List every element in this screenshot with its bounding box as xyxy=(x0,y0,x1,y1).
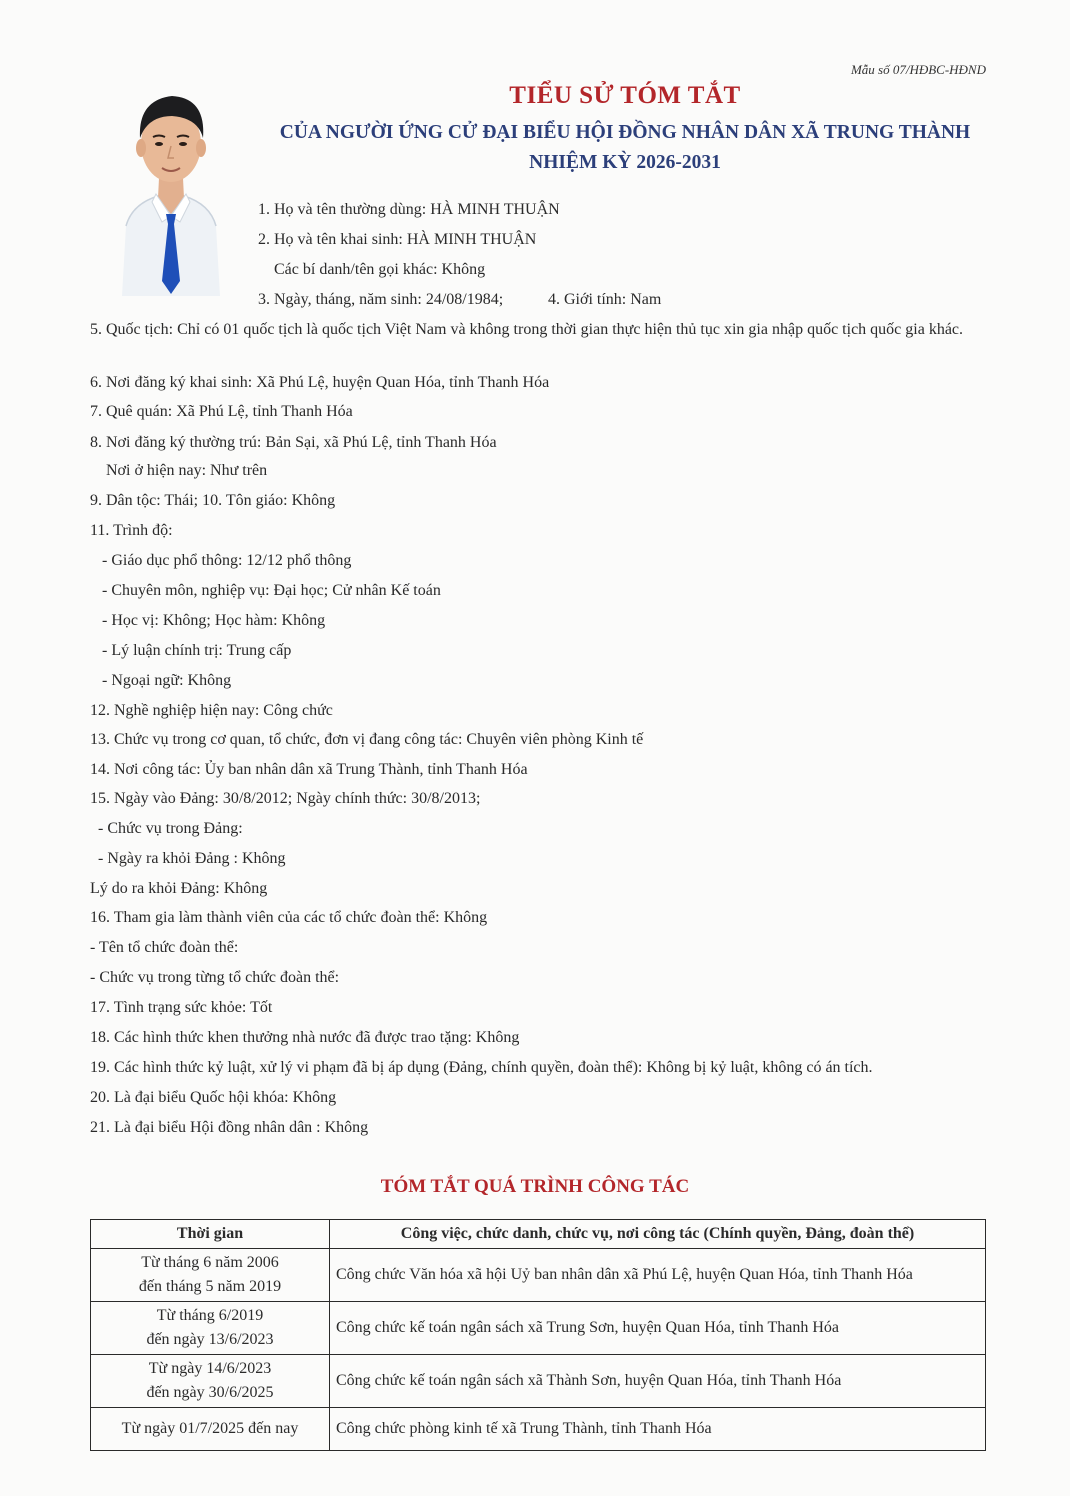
period-cell xyxy=(91,1302,330,1355)
health-line: 17. Tình trạng sức khỏe: Tốt xyxy=(90,999,273,1016)
peoples-council-line: 21. Là đại biểu Hội đồng nhân dân : Không xyxy=(90,1119,369,1136)
table-row xyxy=(91,1408,986,1451)
national-assembly-line: 20. Là đại biểu Quốc hội khóa: Không xyxy=(90,1089,337,1106)
period-end: đến ngày 13/6/2023 xyxy=(146,1331,274,1348)
degree-line: - Học vị: Không; Học hàm: Không xyxy=(102,612,326,629)
hometown-line: 7. Quê quán: Xã Phú Lệ, tỉnh Thanh Hóa xyxy=(90,403,353,420)
document-title: TIỂU SỬ TÓM TẮT xyxy=(509,82,741,109)
birthdate-line: 3. Ngày, tháng, năm sinh: 24/08/1984; xyxy=(258,291,504,308)
organization-name-line: - Tên tổ chức đoàn thể: xyxy=(90,939,239,956)
document-subtitle: CỦA NGƯỜI ỨNG CỬ ĐẠI BIỂU HỘI ĐỒNG NHÂN DÂN XÃ TRUNG THÀNH xyxy=(279,122,971,143)
table-row xyxy=(91,1249,986,1302)
professional-line: - Chuyên môn, nghiệp vụ: Đại học; Cử nhân Kế toán xyxy=(102,582,441,599)
party-leave-reason-line: Lý do ra khỏi Đảng: Không xyxy=(90,880,268,897)
occupation-line: 12. Nghề nghiệp hiện nay: Công chức xyxy=(90,702,333,719)
description-cell: Công chức Văn hóa xã hội Uỷ ban nhân dân xã Phú Lệ, huyện Quan Hóa, tỉnh Thanh Hóa xyxy=(330,1249,986,1302)
work-history-table xyxy=(90,1219,986,1451)
gender-line: 4. Giới tính: Nam xyxy=(548,291,662,308)
period-start: Từ ngày 14/6/2023 xyxy=(148,1360,272,1377)
period-end: đến ngày 30/6/2025 xyxy=(146,1384,274,1401)
education-heading: 11. Trình độ: xyxy=(90,522,173,539)
workplace-line: 14. Nơi công tác: Ủy ban nhân dân xã Trung Thành, tỉnh Thanh Hóa xyxy=(90,761,528,778)
organizations-line: 16. Tham gia làm thành viên của các tổ chức đoàn thể: Không xyxy=(90,909,488,926)
political-theory-line: - Lý luận chính trị: Trung cấp xyxy=(102,642,292,659)
period-cell xyxy=(91,1408,330,1451)
description-cell: Công chức phòng kinh tế xã Trung Thành, tỉnh Thanh Hóa xyxy=(330,1408,986,1451)
period-start: Từ tháng 6/2019 xyxy=(156,1307,264,1324)
party-join-line: 15. Ngày vào Đảng: 30/8/2012; Ngày chính thức: 30/8/2013; xyxy=(90,790,481,807)
table-row xyxy=(91,1302,986,1355)
awards-line: 18. Các hình thức khen thưởng nhà nước đã được trao tặng: Không xyxy=(90,1029,520,1046)
title-block xyxy=(240,82,1010,174)
organization-position-line: - Chức vụ trong từng tổ chức đoàn thể: xyxy=(90,969,340,986)
party-leave-date-line: - Ngày ra khỏi Đảng : Không xyxy=(98,850,286,867)
form-code: Mẫu số 07/HĐBC-HĐND xyxy=(850,62,986,77)
foreign-language-line: - Ngoại ngữ: Không xyxy=(102,672,232,689)
column-header-description: Công việc, chức danh, chức vụ, nơi công tác (Chính quyền, Đảng, đoàn thể) xyxy=(330,1220,986,1249)
position-line: 13. Chức vụ trong cơ quan, tổ chức, đơn vị đang công tác: Chuyên viên phòng Kinh tế xyxy=(90,731,644,748)
discipline-line: 19. Các hình thức kỷ luật, xử lý vi phạm đã bị áp dụng (Đảng, chính quyền, đoàn thể): Không bị kỷ luật, không có án tích. xyxy=(90,1059,873,1076)
alias-line: Các bí danh/tên gọi khác: Không xyxy=(274,261,486,278)
description-cell: Công chức kế toán ngân sách xã Trung Sơn, huyện Quan Hóa, tỉnh Thanh Hóa xyxy=(330,1302,986,1355)
period-cell xyxy=(91,1355,330,1408)
column-header-period: Thời gian xyxy=(91,1220,330,1249)
document-term: NHIỆM KỲ 2026-2031 xyxy=(529,152,721,173)
description-cell: Công chức kế toán ngân sách xã Thành Sơn, huyện Quan Hóa, tỉnh Thanh Hóa xyxy=(330,1355,986,1408)
nationality-line: 5. Quốc tịch: Chỉ có 01 quốc tịch là quốc tịch Việt Nam và không trong thời gian thực hiện thủ tục xin gia nhập quốc tịch quốc gia khác. xyxy=(90,321,964,338)
ethnicity-religion-line: 9. Dân tộc: Thái; 10. Tôn giáo: Không xyxy=(90,492,336,509)
table-row xyxy=(91,1355,986,1408)
period-start: Từ ngày 01/7/2025 đến nay xyxy=(121,1420,299,1437)
period-start: Từ tháng 6 năm 2006 xyxy=(141,1254,279,1271)
birth-name-line: 2. Họ và tên khai sinh: HÀ MINH THUẬN xyxy=(258,231,537,248)
work-history-title: TÓM TẮT QUÁ TRÌNH CÔNG TÁC xyxy=(380,1176,690,1197)
common-name-line: 1. Họ và tên thường dùng: HÀ MINH THUẬN xyxy=(258,201,560,218)
party-position-line: - Chức vụ trong Đảng: xyxy=(98,820,243,837)
current-residence-line: Nơi ở hiện nay: Như trên xyxy=(106,462,268,479)
portrait-photo xyxy=(112,86,230,296)
permanent-residence-line: 8. Nơi đăng ký thường trú: Bản Sại, xã Phú Lệ, tỉnh Thanh Hóa xyxy=(90,434,497,451)
birth-registration-line: 6. Nơi đăng ký khai sinh: Xã Phú Lệ, huyện Quan Hóa, tỉnh Thanh Hóa xyxy=(90,374,550,391)
general-education-line: - Giáo dục phổ thông: 12/12 phổ thông xyxy=(102,552,352,569)
period-end: đến tháng 5 năm 2019 xyxy=(138,1278,282,1295)
period-cell xyxy=(91,1249,330,1302)
